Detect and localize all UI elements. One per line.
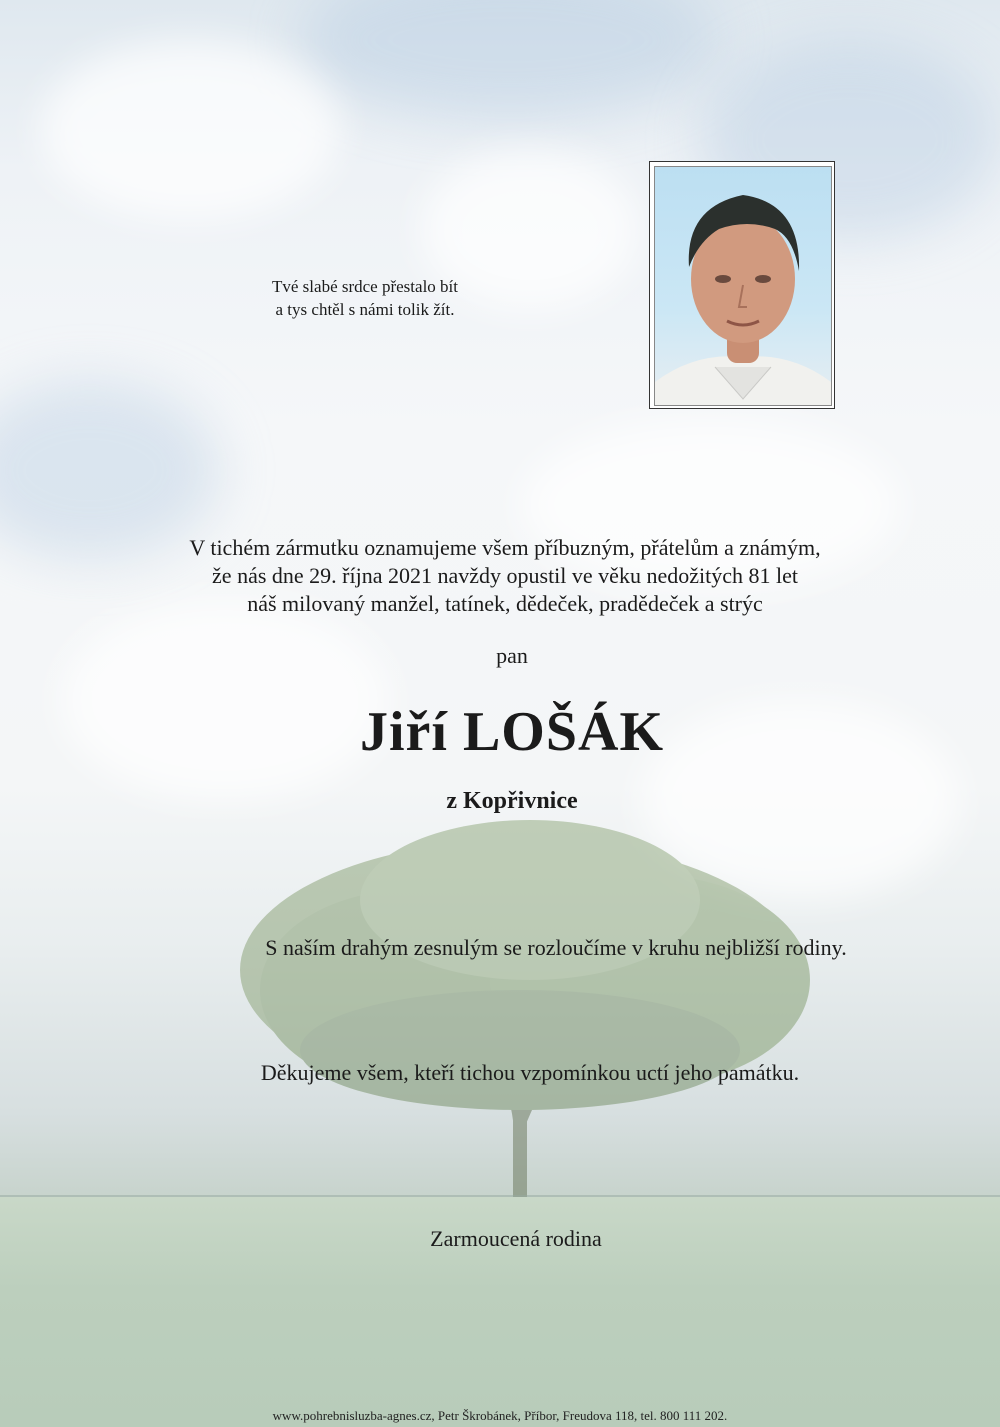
honorific: pan <box>496 643 528 668</box>
sky-patch <box>300 0 720 120</box>
portrait-icon <box>655 167 831 405</box>
thanks-note: Děkujeme všem, kteří tichou vzpomínkou uctí jeho památku. <box>260 1060 800 1085</box>
signature: Zarmoucená rodina <box>430 1226 602 1251</box>
footer-credit: www.pohrebnisluzba-agnes.cz, Petr Škrobánek, Příbor, Freudova 118, tel. 800 111 202. <box>272 1408 728 1423</box>
announcement-line: že nás dne 29. října 2021 navždy opustil ve věku nedožitých 81 let <box>212 563 798 588</box>
motto-line: a tys chtěl s námi tolik žít. <box>275 300 455 319</box>
announcement-line: V tichém zármutku oznamujeme všem příbuzným, přátelům a známým, <box>189 535 821 560</box>
motto-line: Tvé slabé srdce přestalo bít <box>272 277 458 296</box>
hometown: z Kopřivnice <box>446 788 578 814</box>
portrait-photo <box>654 166 832 406</box>
deceased-name: Jiří LOŠÁK <box>359 701 665 763</box>
tree-illustration <box>220 820 840 1220</box>
cloud <box>40 40 340 220</box>
announcement <box>5 534 1000 618</box>
announcement-line: náš milovaný manžel, tatínek, dědeček, pradědeček a strýc <box>247 591 763 616</box>
portrait-frame <box>649 161 835 409</box>
sky-patch <box>0 380 220 560</box>
motto <box>180 275 550 321</box>
farewell-note: S naším drahým zesnulým se rozloučíme v kruhu nejbližší rodiny. <box>265 935 847 960</box>
